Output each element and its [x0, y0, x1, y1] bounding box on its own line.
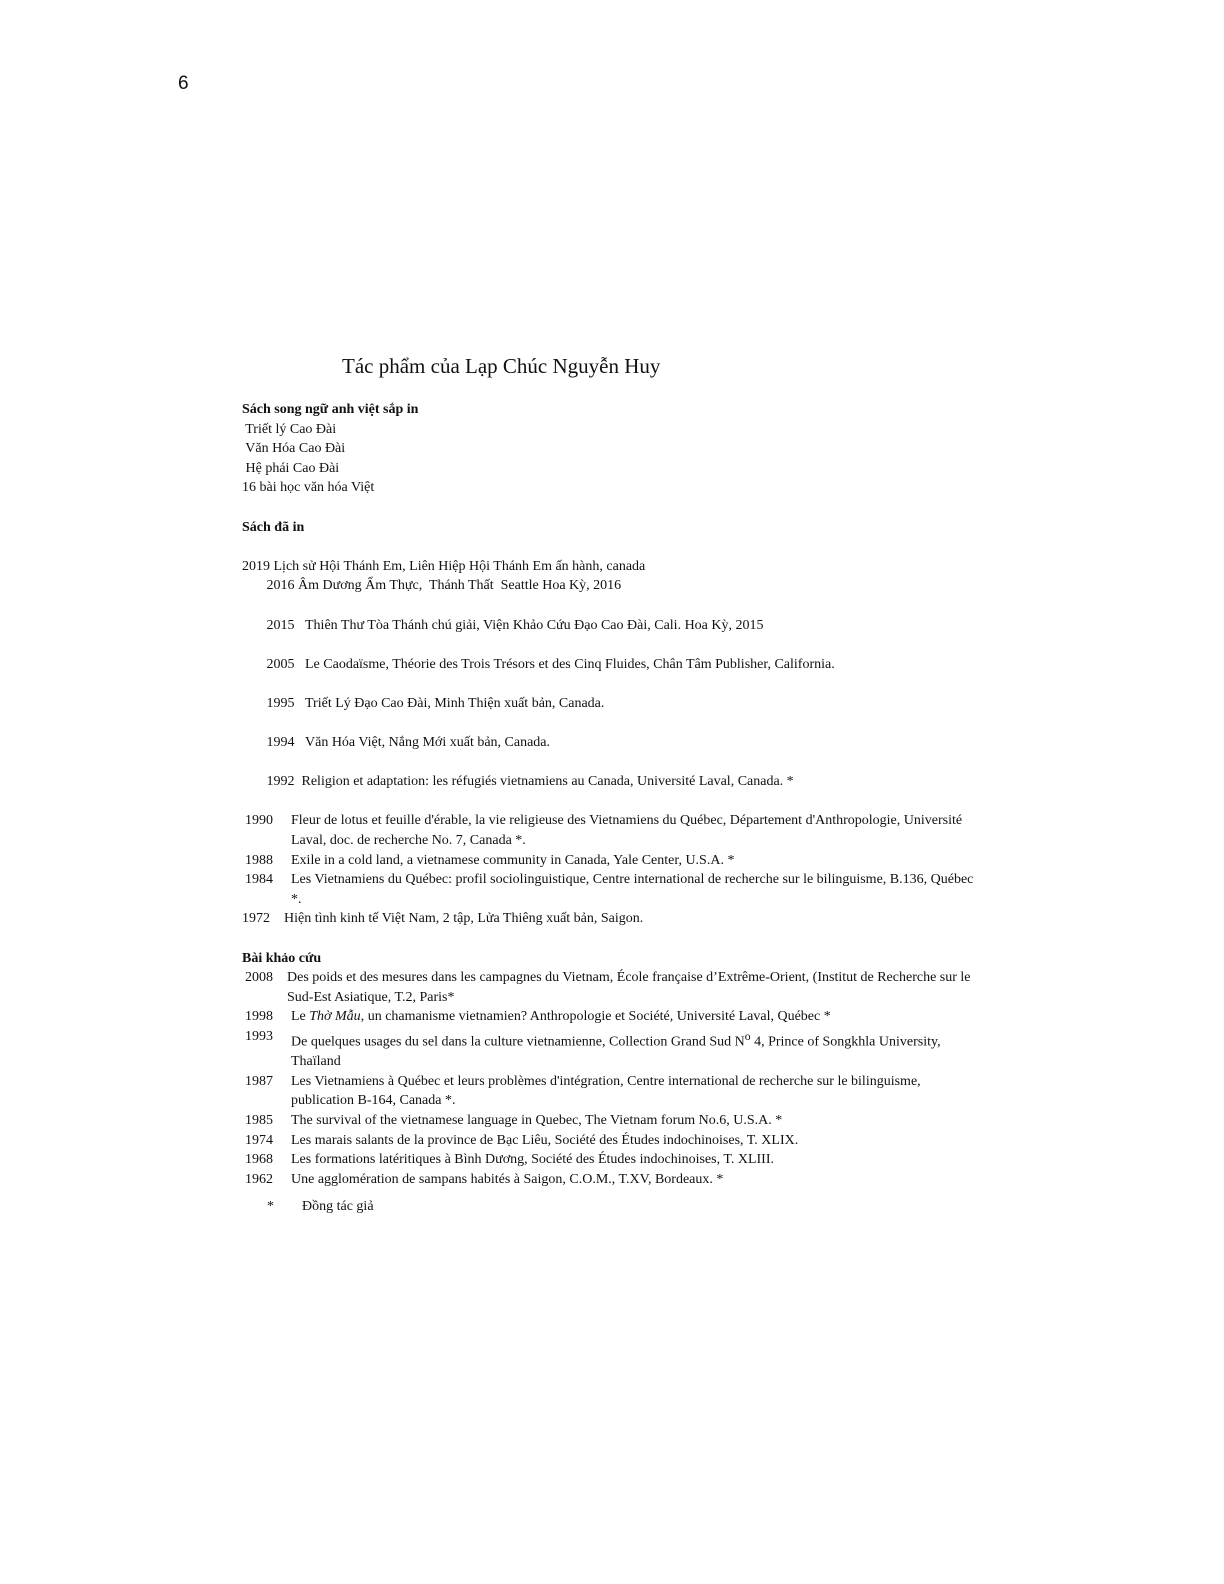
page-number: 6 — [178, 73, 189, 94]
entry-year: 1993 — [245, 1029, 273, 1044]
entry-text: Lịch sử Hội Thánh Em, Liên Hiệp Hội Thánh Em ấn hành, canada — [273, 558, 646, 574]
entry-text: Exile in a cold land, a vietnamese community in Canada, Yale Center, U.S.A. * — [291, 852, 735, 868]
published-books-heading: Sách đã in — [242, 519, 305, 535]
upcoming-books-heading: Sách song ngữ anh việt sắp in — [242, 402, 419, 417]
works-list — [242, 400, 982, 1217]
entry-year: 2016 — [266, 578, 295, 594]
entry-text: Une agglomération de sampans habités à Saigon, C.O.M., T.XV, Bordeaux. * — [291, 1171, 724, 1187]
page-title: Tác phẩm của Lạp Chúc Nguyễn Huy — [342, 354, 661, 378]
entry-year: 1968 — [245, 1152, 273, 1168]
list-item — [242, 1007, 982, 1027]
footnote-text: Đồng tác giả — [302, 1199, 374, 1215]
entry-text: Des poids et des mesures dans les campagnes du Vietnam, École française d’Extrême-Orient, (Institut de Recherche sur le Sud-Est Asiatique, T.2, Paris* — [287, 970, 971, 1005]
entry-text: Âm Dương Ẩm Thực, Thánh Thất Seattle Hoa Kỳ, 2016 — [298, 578, 622, 594]
list-item — [242, 1027, 982, 1072]
list-item — [242, 616, 982, 655]
published-books-list — [242, 557, 982, 929]
entry-text: Les formations latéritiques à Bình Dương, Société des Études indochinoises, T. XLIII. — [291, 1152, 774, 1168]
research-list — [242, 968, 982, 1189]
list-item — [242, 909, 982, 929]
entry-text: Les Vietnamiens à Québec et leurs problèmes d'intégration, Centre international de recherche sur le bilinguisme, publication B-164, Canada *. — [291, 1073, 921, 1109]
entry-year: 1974 — [245, 1132, 273, 1148]
list-item: Văn Hóa Cao Đài — [242, 441, 346, 457]
entry-year: 2008 — [245, 970, 273, 986]
entry-year: 1972 — [242, 911, 270, 927]
entry-text: De quelques usages du sel dans la culture vietnamienne, Collection Grand Sud $N^o$ 4, Prince of Songkhla University, Thaïland — [291, 1030, 941, 1070]
entry-year: 2019 — [242, 558, 270, 574]
entry-year: 1984 — [245, 872, 273, 888]
italic-title: Thờ Mẫu — [309, 1009, 361, 1025]
entry-year: 1990 — [245, 813, 273, 829]
list-item — [242, 968, 982, 1007]
entry-text: Fleur de lotus et feuille d'érable, la vie religieuse des Vietnamiens du Québec, Département d'Anthropologie, Université Laval, doc. de recherche No. 7, Canada *. — [291, 813, 963, 849]
list-item — [242, 851, 982, 871]
entry-text: Les marais salants de la province de Bạc Liêu, Société des Études indochinoises, T. XLIX. — [291, 1132, 799, 1148]
entry-year: 1988 — [245, 852, 273, 868]
list-item — [242, 1072, 982, 1111]
entry-text: Le Thờ Mẫu, un chamanisme vietnamien? Anthropologie et Société, Université Laval, Québec * — [291, 1009, 831, 1025]
entry-year: 1998 — [245, 1009, 273, 1025]
list-item — [242, 1131, 982, 1151]
list-item — [242, 694, 982, 733]
entry-text: Văn Hóa Việt, Nắng Mới xuất bản, Canada. — [305, 735, 551, 751]
upcoming-books-list — [242, 420, 982, 498]
entry-text: Le Caodaïsme, Théorie des Trois Trésors et des Cinq Fluides, Chân Tâm Publisher, California. — [305, 656, 835, 672]
footnote-mark: * — [267, 1199, 274, 1215]
entry-text: Les Vietnamiens du Québec: profil sociolinguistique, Centre international de recherche sur le bilinguisme, B.136, Québec *. — [291, 872, 974, 907]
entry-text: The survival of the vietnamese language in Quebec, The Vietnam forum No.6, U.S.A. * — [291, 1113, 783, 1129]
entry-year: 1992 — [266, 774, 295, 790]
entry-text: Triết Lý Đạo Cao Đài, Minh Thiện xuất bản, Canada. — [305, 695, 605, 711]
entry-year: 1985 — [245, 1113, 273, 1129]
list-item — [242, 576, 982, 615]
entry-year: 1962 — [245, 1171, 273, 1187]
list-item — [242, 772, 982, 811]
list-item — [242, 655, 982, 694]
entry-year: 1987 — [245, 1073, 273, 1089]
entry-year: 2005 — [266, 656, 295, 672]
entry-year: 1995 — [266, 695, 295, 711]
list-item — [242, 733, 982, 772]
list-item: 16 bài học văn hóa Việt — [242, 480, 375, 496]
list-item — [242, 1111, 982, 1131]
list-item: Triết lý Cao Đài — [242, 421, 337, 437]
entry-text: Hiện tình kinh tế Việt Nam, 2 tập, Lửa Thiêng xuất bản, Saigon. — [284, 911, 644, 927]
entry-year: 1994 — [266, 735, 295, 751]
entry-year: 2015 — [266, 617, 295, 633]
list-item — [242, 1150, 982, 1170]
footnote — [242, 1197, 982, 1217]
list-item — [242, 557, 982, 577]
list-item — [242, 811, 982, 850]
list-item: Hệ phái Cao Đài — [242, 460, 340, 476]
research-heading: Bài khảo cứu — [242, 950, 322, 966]
list-item — [242, 870, 982, 909]
superscript: o — [744, 1030, 751, 1043]
entry-text: Thiên Thư Tòa Thánh chú giải, Viện Khảo Cứu Đạo Cao Đài, Cali. Hoa Kỳ, 2015 — [305, 617, 764, 633]
list-item — [242, 1170, 982, 1190]
entry-text: Religion et adaptation: les réfugiés vietnamiens au Canada, Université Laval, Canada. * — [301, 774, 794, 790]
